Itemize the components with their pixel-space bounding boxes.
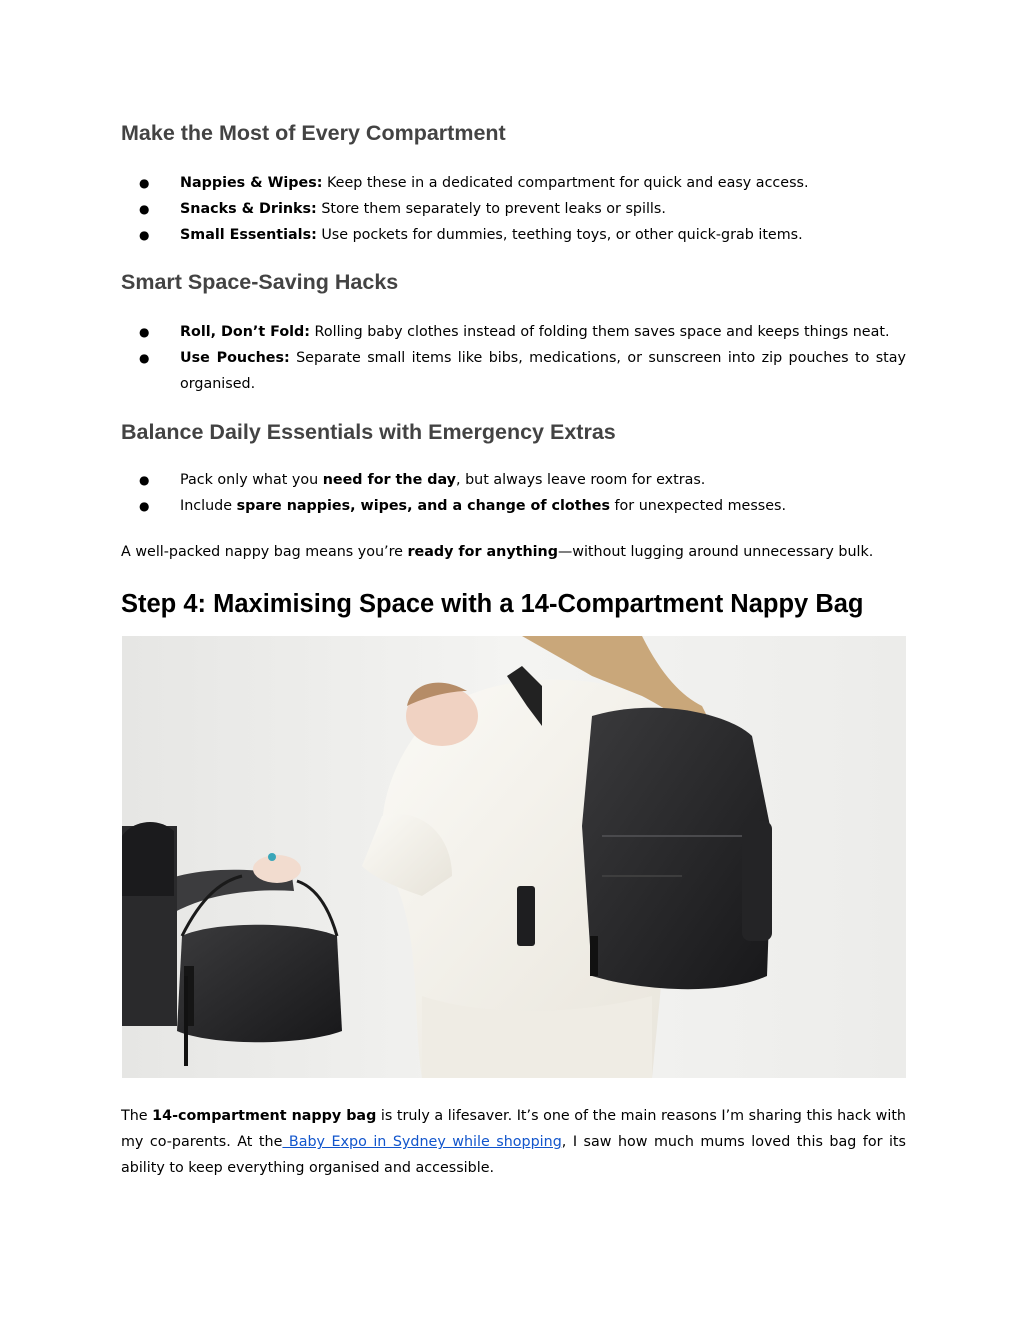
heading-hacks: Smart Space-Saving Hacks (121, 270, 399, 294)
bullet-icon: ● (139, 228, 150, 242)
item-text: Pack only what you (180, 472, 323, 488)
list-item (121, 222, 906, 248)
item-text: , but always leave room for extras. (456, 472, 706, 488)
item-text: Store them separately to prevent leaks or spills. (316, 201, 666, 217)
list-item (121, 319, 906, 345)
bullet-icon: ● (139, 325, 150, 339)
compartment-list (121, 170, 906, 248)
hacks-list (121, 319, 906, 397)
item-label: Use Pouches: (180, 350, 290, 366)
paragraph-text: , I saw how much mums loved this bag for its ability to keep everything organised and accessible. (121, 1134, 906, 1176)
item-bold: need for the day (322, 472, 457, 488)
item-text: Include (180, 498, 237, 514)
item-text: Rolling baby clothes instead of folding them saves space and keeps things neat. (310, 324, 890, 340)
item-label: Nappies & Wipes: (180, 175, 323, 191)
item-text: Use pockets for dummies, teething toys, or other quick-grab items. (316, 227, 803, 243)
bullet-icon: ● (139, 499, 150, 513)
balance-list (121, 467, 906, 519)
list-item (121, 467, 906, 493)
item-label: Small Essentials: (180, 227, 317, 243)
bullet-icon: ● (139, 351, 150, 365)
summary-paragraph (121, 539, 906, 565)
bullet-icon: ● (139, 176, 150, 190)
item-bold: spare nappies, wipes, and a change of clothes (236, 498, 610, 514)
bullet-icon: ● (139, 473, 150, 487)
photo-illustration (122, 636, 906, 1078)
step4-heading: Step 4: Maximising Space with a 14-Compartment Nappy Bag (121, 590, 864, 618)
item-text: Keep these in a dedicated compartment for quick and easy access. (322, 175, 809, 191)
baby-expo-link[interactable]: Baby Expo in Sydney while shopping (282, 1134, 562, 1150)
heading-compartment: Make the Most of Every Compartment (121, 121, 506, 145)
summary-text: —without lugging around unnecessary bulk. (557, 544, 874, 560)
heading-balance: Balance Daily Essentials with Emergency Extras (121, 420, 616, 444)
item-label: Roll, Don’t Fold: (180, 324, 311, 340)
paragraph-text: The (121, 1108, 153, 1124)
item-text: for unexpected messes. (609, 498, 787, 514)
list-item (121, 493, 906, 519)
summary-text: A well-packed nappy bag means you’re (121, 544, 408, 560)
summary-bold: ready for anything (407, 544, 558, 560)
bullet-icon: ● (139, 202, 150, 216)
nappy-bag-photo (122, 636, 906, 1078)
paragraph-bold: 14-compartment nappy bag (152, 1108, 377, 1124)
paragraph-text: is truly a lifesaver. It’s one of the main reasons I’m sharing this hack with my co-parents. At the (121, 1108, 906, 1150)
list-item (121, 196, 906, 222)
item-label: Snacks & Drinks: (180, 201, 317, 217)
step4-paragraph (121, 1103, 906, 1181)
list-item (121, 170, 906, 196)
list-item (121, 345, 906, 397)
item-text: Separate small items like bibs, medications, or sunscreen into zip pouches to stay organised. (180, 350, 906, 392)
